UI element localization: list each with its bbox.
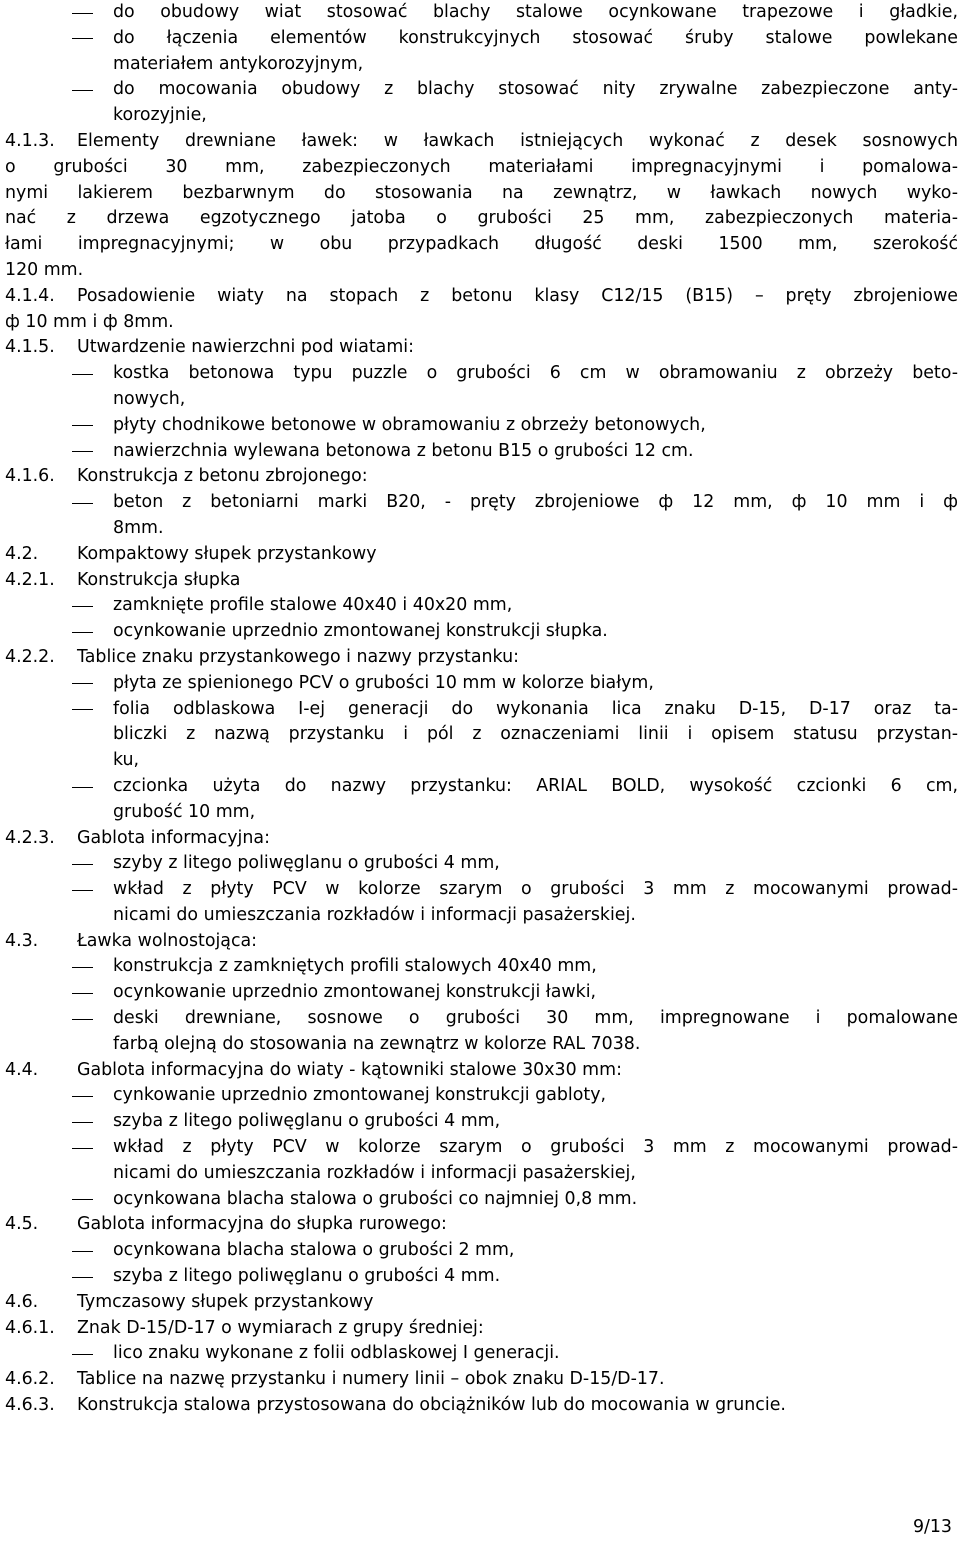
bullet-item: [5, 361, 958, 413]
bullet-text: 8mm.: [113, 517, 164, 538]
numbered-paragraph: [5, 335, 958, 361]
dash-marker: [72, 967, 93, 968]
paragraph-line: [5, 568, 958, 594]
paragraph-line: [5, 335, 958, 361]
bullet-line: [5, 722, 958, 748]
numbered-paragraph: [5, 1058, 958, 1084]
section-number: 4.6.3.: [5, 1395, 55, 1416]
bullet-text: beton z betoniarni marki B20, - pręty zbrojeniowe ф 12 mm, ф 10 mm i ф: [113, 492, 958, 513]
bullet-line: [5, 1238, 958, 1264]
bullet-item: [5, 619, 958, 645]
bullet-item: [5, 413, 958, 439]
paragraph-line: [5, 464, 958, 490]
dash-marker: [72, 993, 93, 994]
dash-marker: [72, 1251, 93, 1252]
paragraph-text: Posadowienie wiaty na stopach z betonu klasy C12/15 (B15) – pręty zbrojeniowe: [77, 285, 958, 306]
bullet-line: [5, 748, 958, 774]
numbered-paragraph: [5, 1393, 958, 1419]
bullet-item: [5, 26, 958, 78]
bullet-line: [5, 103, 958, 129]
bullet-text: korozyjnie,: [113, 105, 207, 126]
dash-marker: [72, 425, 93, 426]
numbered-paragraph: [5, 568, 958, 594]
bullet-text: farbą olejną do stosowania na zewnątrz w kolorze RAL 7038.: [113, 1033, 641, 1054]
bullet-line: [5, 52, 958, 78]
bullet-line: [5, 774, 958, 800]
bullet-line: [5, 77, 958, 103]
bullet-line: [5, 903, 958, 929]
paragraph-line: [5, 929, 958, 955]
paragraph-line: [5, 1393, 958, 1419]
bullet-line: [5, 1161, 958, 1187]
paragraph-text: Konstrukcja słupka: [77, 569, 241, 590]
bullet-text: nowych,: [113, 388, 186, 409]
bullet-text: czcionka użyta do nazwy przystanku: ARIAL BOLD, wysokość czcionki 6 cm,: [113, 775, 958, 796]
paragraph-line: [5, 129, 958, 155]
bullet-text: do łączenia elementów konstrukcyjnych stosować śruby stalowe powlekane: [113, 27, 958, 48]
bullet-line: [5, 361, 958, 387]
dash-marker: [72, 890, 93, 891]
dash-marker: [72, 683, 93, 684]
document-page: [5, 0, 958, 1419]
dash-marker: [72, 374, 93, 375]
bullet-item: [5, 439, 958, 465]
bullet-line: [5, 877, 958, 903]
bullet-item: [5, 774, 958, 826]
bullet-line: [5, 851, 958, 877]
bullet-item: [5, 1006, 958, 1058]
bullet-item: [5, 593, 958, 619]
dash-marker: [72, 90, 93, 91]
bullet-line: [5, 1032, 958, 1058]
paragraph-line: [5, 258, 958, 284]
bullet-text: wkład z płyty PCV w kolorze szarym o grubości 3 mm z mocowanymi prowad-: [113, 879, 958, 900]
bullet-item: [5, 980, 958, 1006]
bullet-line: [5, 1264, 958, 1290]
bullet-line: [5, 1341, 958, 1367]
bullet-text: lico znaku wykonane z folii odblaskowej I generacji.: [113, 1343, 560, 1364]
bullet-line: [5, 671, 958, 697]
dash-marker: [72, 632, 93, 633]
paragraph-line: [5, 1290, 958, 1316]
bullet-line: [5, 26, 958, 52]
dash-marker: [72, 1277, 93, 1278]
bullet-text: wkład z płyty PCV w kolorze szarym o grubości 3 mm z mocowanymi prowad-: [113, 1137, 958, 1158]
numbered-paragraph: [5, 1367, 958, 1393]
paragraph-text: Elementy drewniane ławek: w ławkach istniejących wykonać z desek sosnowych: [77, 130, 958, 151]
paragraph-text: Znak D-15/D-17 o wymiarach z grupy średniej:: [77, 1317, 484, 1338]
bullet-text: folia odblaskowa I-ej generacji do wykonania lica znaku D-15, D-17 oraz ta-: [113, 698, 958, 719]
section-number: 4.2.3.: [5, 827, 55, 848]
paragraph-text: Gablota informacyjna:: [77, 827, 270, 848]
bullet-text: nicami do umieszczania rozkładów i informacji pasażerskiej,: [113, 1162, 636, 1183]
paragraph-text: Konstrukcja stalowa przystosowana do obciążników lub do mocowania w gruncie.: [77, 1395, 786, 1416]
bullet-item: [5, 77, 958, 129]
dash-marker: [72, 13, 93, 14]
section-number: 4.3.: [5, 930, 39, 951]
numbered-paragraph: [5, 645, 958, 671]
paragraph-text: Kompaktowy słupek przystankowy: [77, 543, 377, 564]
bullet-item: [5, 671, 958, 697]
bullet-line: [5, 593, 958, 619]
bullet-text: materiałem antykorozyjnym,: [113, 53, 364, 74]
numbered-paragraph: [5, 929, 958, 955]
paragraph-text: ф 10 mm i ф 8mm.: [5, 311, 174, 332]
bullet-text: szyba z litego poliwęglanu o grubości 4 mm.: [113, 1266, 501, 1287]
numbered-paragraph: [5, 129, 958, 284]
section-number: 4.1.6.: [5, 466, 55, 487]
bullet-text: płyta ze spienionego PCV o grubości 10 mm w kolorze białym,: [113, 672, 654, 693]
dash-marker: [72, 1019, 93, 1020]
bullet-text: ocynkowanie uprzednio zmontowanej konstrukcji ławki,: [113, 982, 597, 1003]
bullet-text: bliczki z nazwą przystanku i pól z oznaczeniami linii i opisem statusu przystan-: [113, 724, 958, 745]
bullet-line: [5, 516, 958, 542]
paragraph-line: [5, 1058, 958, 1084]
bullet-text: grubość 10 mm,: [113, 801, 256, 822]
bullet-line: [5, 387, 958, 413]
paragraph-line: [5, 284, 958, 310]
bullet-line: [5, 619, 958, 645]
bullet-item: [5, 697, 958, 774]
numbered-paragraph: [5, 464, 958, 490]
paragraph-line: [5, 181, 958, 207]
section-number: 4.6.: [5, 1291, 39, 1312]
dash-marker: [72, 38, 93, 39]
bullet-item: [5, 954, 958, 980]
bullet-item: [5, 1109, 958, 1135]
bullet-text: płyty chodnikowe betonowe w obramowaniu z obrzeży betonowych,: [113, 414, 706, 435]
bullet-item: [5, 1187, 958, 1213]
numbered-paragraph: [5, 1290, 958, 1316]
bullet-line: [5, 1109, 958, 1135]
paragraph-line: [5, 1212, 958, 1238]
bullet-text: cynkowanie uprzednio zmontowanej konstrukcji gabloty,: [113, 1085, 607, 1106]
section-number: 4.2.: [5, 543, 39, 564]
bullet-line: [5, 800, 958, 826]
bullet-text: deski drewniane, sosnowe o grubości 30 mm, impregnowane i pomalowane: [113, 1008, 958, 1029]
bullet-line: [5, 490, 958, 516]
paragraph-line: [5, 542, 958, 568]
dash-marker: [72, 606, 93, 607]
page-number: 9/13: [912, 1517, 952, 1537]
paragraph-text: 120 mm.: [5, 259, 84, 280]
paragraph-text: nać z drzewa egzotycznego jatoba o grubości 25 mm, zabezpieczonych materia-: [5, 208, 958, 229]
bullet-line: [5, 954, 958, 980]
bullet-item: [5, 490, 958, 542]
bullet-item: [5, 1083, 958, 1109]
dash-marker: [72, 1096, 93, 1097]
bullet-text: kostka betonowa typu puzzle o grubości 6 cm w obramowaniu z obrzeży beto-: [113, 363, 958, 384]
bullet-line: [5, 1083, 958, 1109]
bullet-item: [5, 1341, 958, 1367]
bullet-text: ocynkowanie uprzednio zmontowanej konstrukcji słupka.: [113, 621, 608, 642]
section-number: 4.2.1.: [5, 569, 55, 590]
dash-marker: [72, 1122, 93, 1123]
paragraph-text: Tablice na nazwę przystanku i numery linii – obok znaku D-15/D-17.: [77, 1369, 665, 1390]
numbered-paragraph: [5, 826, 958, 852]
numbered-paragraph: [5, 1316, 958, 1342]
section-number: 4.6.1.: [5, 1317, 55, 1338]
bullet-text: nawierzchnia wylewana betonowa z betonu B15 o grubości 12 cm.: [113, 440, 694, 461]
dash-marker: [72, 864, 93, 865]
bullet-line: [5, 1135, 958, 1161]
bullet-line: [5, 413, 958, 439]
section-number: 4.5.: [5, 1214, 39, 1235]
numbered-paragraph: [5, 284, 958, 336]
bullet-text: do mocowania obudowy z blachy stosować nity zrywalne zabezpieczone anty-: [113, 79, 958, 100]
paragraph-line: [5, 155, 958, 181]
bullet-item: [5, 1135, 958, 1187]
dash-marker: [72, 1354, 93, 1355]
dash-marker: [72, 1199, 93, 1200]
paragraph-line: [5, 206, 958, 232]
bullet-item: [5, 1238, 958, 1264]
paragraph-text: Gablota informacyjna do wiaty - kątowniki stalowe 30x30 mm:: [77, 1059, 622, 1080]
bullet-text: ku,: [113, 750, 140, 771]
dash-marker: [72, 1148, 93, 1149]
section-number: 4.4.: [5, 1059, 39, 1080]
section-number: 4.2.2.: [5, 646, 55, 667]
bullet-text: nicami do umieszczania rozkładów i informacji pasażerskiej.: [113, 904, 636, 925]
section-number: 4.1.3.: [5, 130, 55, 151]
dash-marker: [72, 503, 93, 504]
bullet-text: konstrukcja z zamkniętych profili stalowych 40x40 mm,: [113, 956, 597, 977]
paragraph-line: [5, 826, 958, 852]
paragraph-line: [5, 645, 958, 671]
bullet-line: [5, 1006, 958, 1032]
bullet-text: szyby z litego poliwęglanu o grubości 4 mm,: [113, 853, 500, 874]
bullet-text: szyba z litego poliwęglanu o grubości 4 mm,: [113, 1111, 501, 1132]
bullet-line: [5, 0, 958, 26]
paragraph-text: Tymczasowy słupek przystankowy: [77, 1291, 374, 1312]
paragraph-line: [5, 1367, 958, 1393]
section-number: 4.1.4.: [5, 285, 55, 306]
paragraph-text: Gablota informacyjna do słupka rurowego:: [77, 1214, 447, 1235]
bullet-line: [5, 439, 958, 465]
paragraph-text: Tablice znaku przystankowego i nazwy przystanku:: [77, 646, 519, 667]
bullet-line: [5, 1187, 958, 1213]
paragraph-line: [5, 310, 958, 336]
bullet-item: [5, 877, 958, 929]
paragraph-text: o grubości 30 mm, zabezpieczonych materiałami impregnacyjnymi i pomalowa-: [5, 156, 958, 177]
dash-marker: [72, 451, 93, 452]
numbered-paragraph: [5, 542, 958, 568]
bullet-text: do obudowy wiat stosować blachy stalowe ocynkowane trapezowe i gładkie,: [113, 2, 958, 22]
paragraph-text: nymi lakierem bezbarwnym do stosowania na zewnątrz, w ławkach nowych wyko-: [5, 182, 958, 203]
paragraph-text: Ławka wolnostojąca:: [77, 930, 258, 951]
dash-marker: [72, 709, 93, 710]
section-number: 4.6.2.: [5, 1369, 55, 1390]
bullet-text: zamknięte profile stalowe 40x40 i 40x20 mm,: [113, 595, 513, 616]
paragraph-text: Konstrukcja z betonu zbrojonego:: [77, 466, 368, 487]
bullet-item: [5, 851, 958, 877]
bullet-line: [5, 980, 958, 1006]
dash-marker: [72, 787, 93, 788]
bullet-line: [5, 697, 958, 723]
paragraph-line: [5, 232, 958, 258]
bullet-item: [5, 0, 958, 26]
bullet-item: [5, 1264, 958, 1290]
paragraph-line: [5, 1316, 958, 1342]
bullet-text: ocynkowana blacha stalowa o grubości 2 mm,: [113, 1240, 515, 1261]
bullet-text: ocynkowana blacha stalowa o grubości co najmniej 0,8 mm.: [113, 1188, 638, 1209]
numbered-paragraph: [5, 1212, 958, 1238]
section-number: 4.1.5.: [5, 337, 55, 358]
paragraph-text: łami impregnacyjnymi; w obu przypadkach długość deski 1500 mm, szerokość: [5, 234, 958, 255]
paragraph-text: Utwardzenie nawierzchni pod wiatami:: [77, 337, 414, 358]
